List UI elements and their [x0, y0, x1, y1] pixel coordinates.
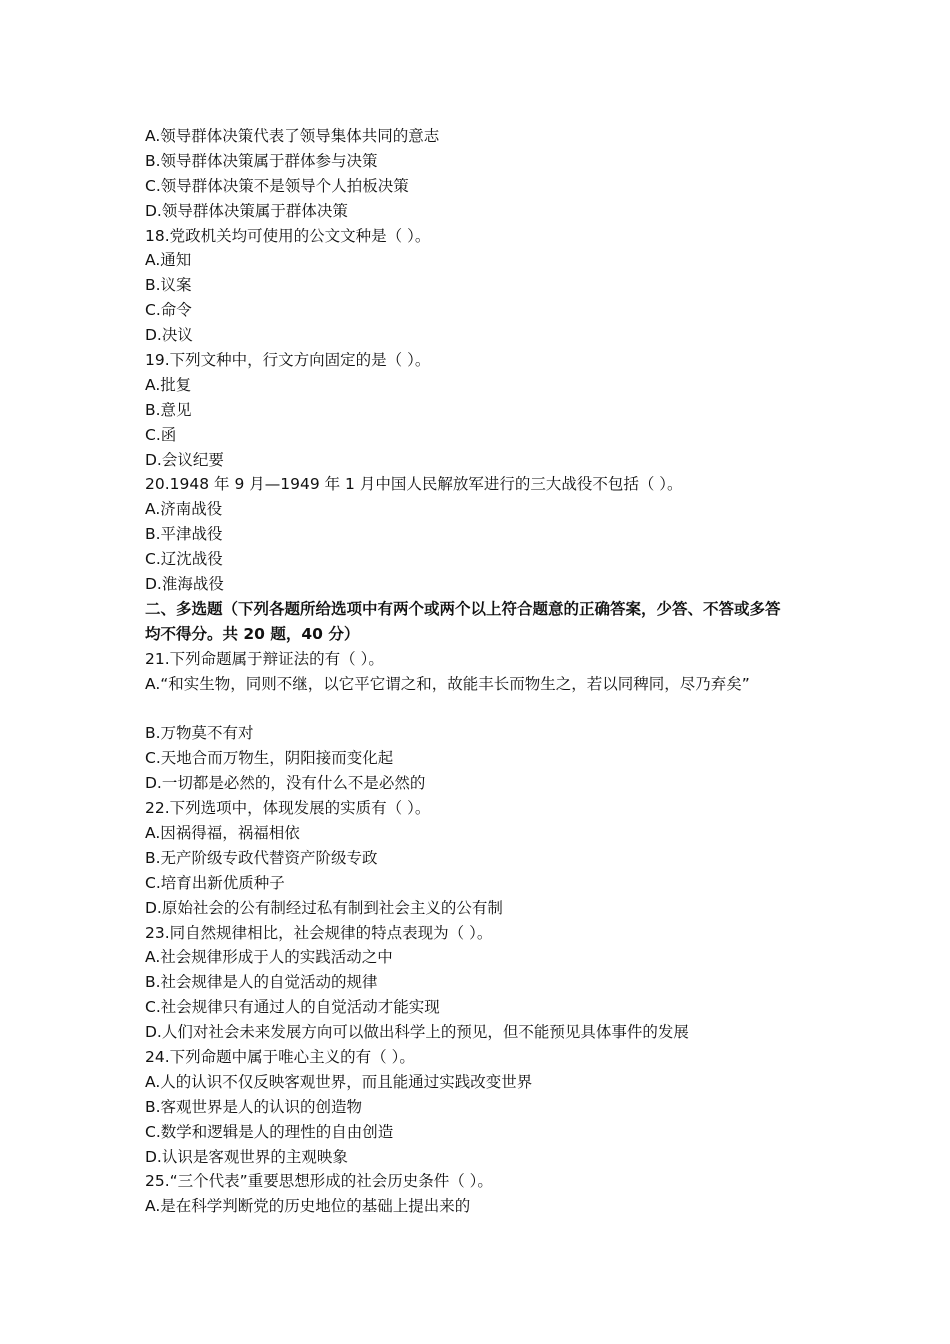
answer-option: A.是在科学判断党的历史地位的基础上提出来的 — [145, 1197, 471, 1216]
answer-option: A.人的认识不仅反映客观世界，而且能通过实践改变世界 — [145, 1072, 533, 1091]
answer-option: A.通知 — [145, 251, 192, 270]
answer-option: D.淮海战役 — [145, 575, 224, 594]
section-heading: 二、多选题（下列各题所给选项中有两个或两个以上符合题意的正确答案，少答、不答或多答 — [145, 599, 781, 618]
answer-option: A.“和实生物，同则不继，以它平它谓之和，故能丰长而物生之，若以同稗同，尽乃弃矣” — [145, 674, 750, 693]
answer-option: D.会议纪要 — [145, 450, 224, 469]
question-text: 25.“三个代表”重要思想形成的社会历史条件（ ）。 — [145, 1172, 493, 1191]
answer-option: A.批复 — [145, 375, 192, 394]
answer-option: A.社会规律形成于人的实践活动之中 — [145, 948, 393, 967]
answer-option: D.决议 — [145, 326, 193, 345]
question-text: 22.下列选项中，体现发展的实质有（ ）。 — [145, 799, 431, 818]
answer-option: C.天地合而万物生，阴阳接而变化起 — [145, 749, 394, 768]
answer-option: B.社会规律是人的自觉活动的规律 — [145, 973, 378, 992]
answer-option: D.一切都是必然的，没有什么不是必然的 — [145, 774, 426, 793]
blank-line — [145, 696, 815, 721]
answer-option: B.客观世界是人的认识的创造物 — [145, 1097, 363, 1116]
answer-option: B.无产阶级专政代替资产阶级专政 — [145, 848, 378, 867]
answer-option: B.领导群体决策属于群体参与决策 — [145, 151, 378, 170]
question-text: 18.党政机关均可使用的公文文种是（ ）。 — [145, 226, 431, 245]
answer-option: C.函 — [145, 425, 177, 444]
answer-option: D.领导群体决策属于群体决策 — [145, 201, 348, 220]
answer-option: C.领导群体决策不是领导个人拍板决策 — [145, 176, 409, 195]
answer-option: D.认识是客观世界的主观映象 — [145, 1147, 348, 1166]
answer-option: B.意见 — [145, 400, 192, 419]
question-text: 20.1948 年 9 月—1949 年 1 月中国人民解放军进行的三大战役不包括（ ）。 — [145, 475, 683, 494]
answer-option: C.命令 — [145, 301, 192, 320]
answer-option: A.因祸得福，祸福相依 — [145, 823, 300, 842]
question-text: 23.同自然规律相比，社会规律的特点表现为（ ）。 — [145, 923, 493, 942]
document-body — [145, 124, 815, 1219]
answer-option: C.社会规律只有通过人的自觉活动才能实现 — [145, 998, 440, 1017]
answer-option: D.人们对社会未来发展方向可以做出科学上的预见，但不能预见具体事件的发展 — [145, 1023, 689, 1042]
question-text: 19.下列文种中，行文方向固定的是（ ）。 — [145, 351, 431, 370]
section-heading: 均不得分。共 20 题，40 分） — [145, 624, 360, 643]
answer-option: D.原始社会的公有制经过私有制到社会主义的公有制 — [145, 898, 503, 917]
answer-option: A.领导群体决策代表了领导集体共同的意志 — [145, 127, 440, 145]
question-text: 21.下列命题属于辩证法的有（ ）。 — [145, 649, 384, 668]
answer-option: A.济南战役 — [145, 500, 223, 519]
answer-option: C.数学和逻辑是人的理性的自由创造 — [145, 1122, 394, 1141]
answer-option: B.平津战役 — [145, 525, 223, 544]
answer-option: C.辽沈战役 — [145, 550, 223, 569]
answer-option: B.议案 — [145, 276, 192, 295]
question-text: 24.下列命题中属于唯心主义的有（ ）。 — [145, 1047, 415, 1066]
answer-option: C.培育出新优质种子 — [145, 873, 285, 892]
answer-option: B.万物莫不有对 — [145, 724, 254, 743]
